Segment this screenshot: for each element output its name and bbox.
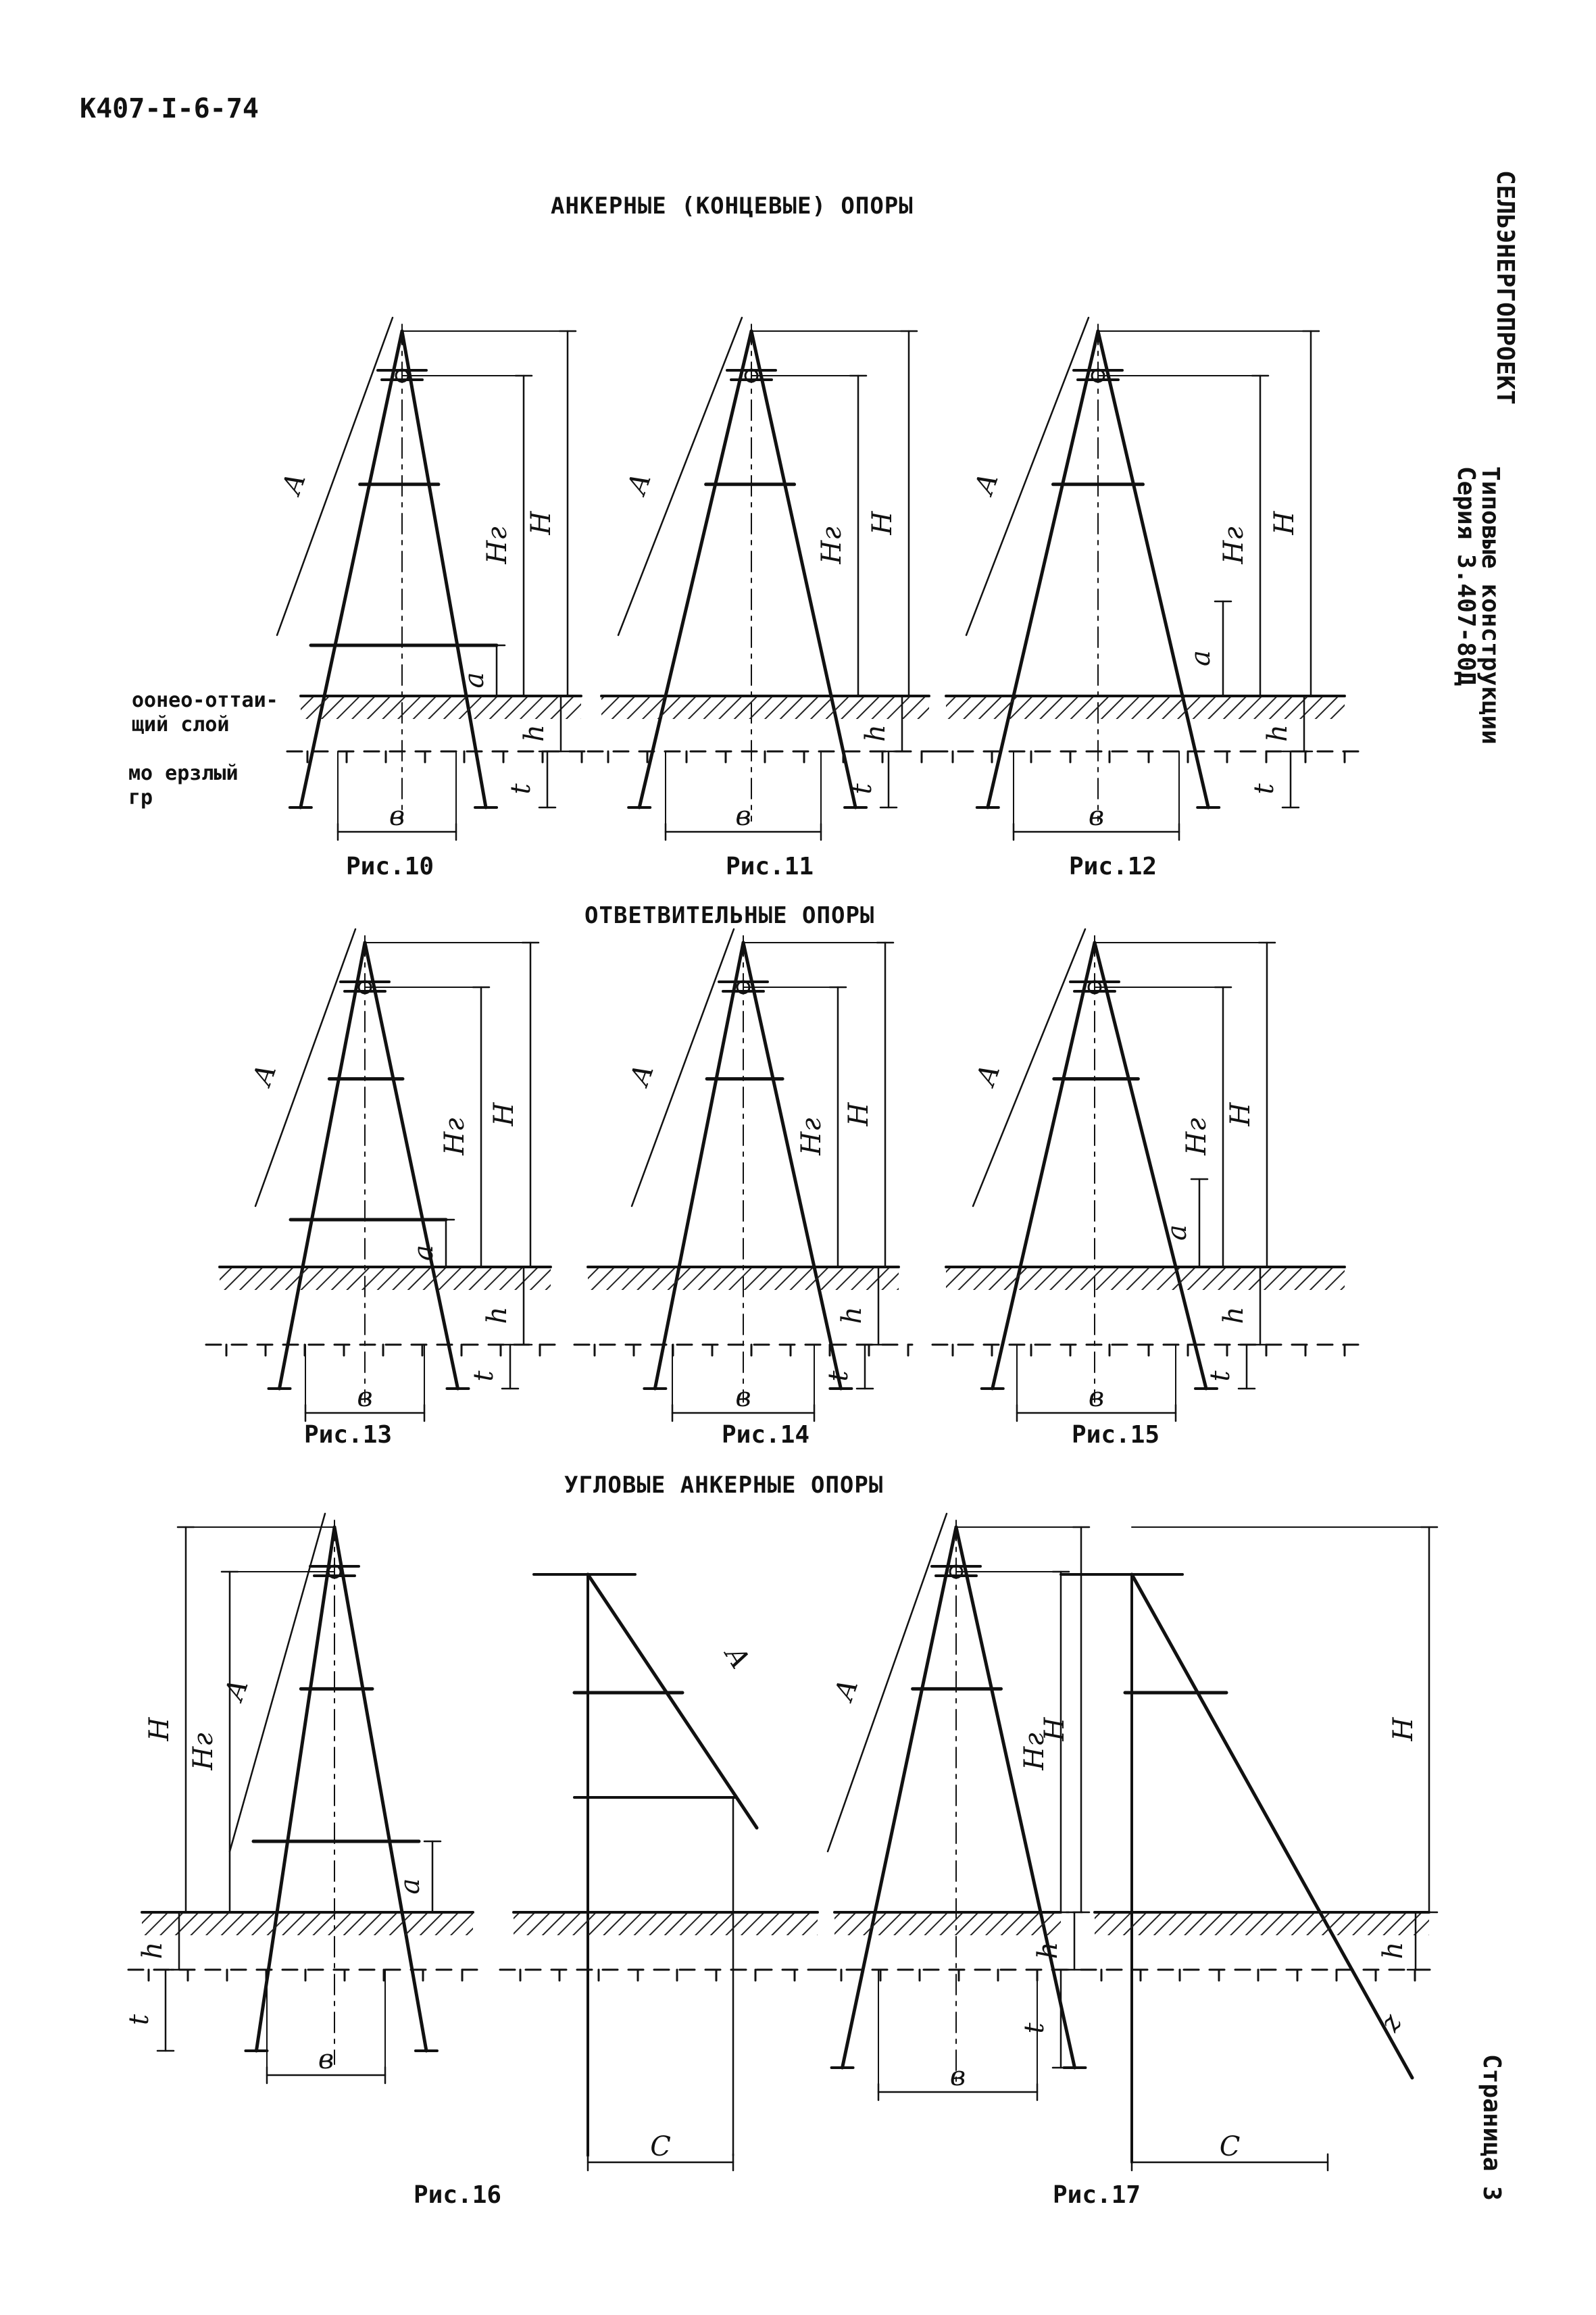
fig16-dim-Hg-label: Hг [188, 1733, 219, 1770]
fig11-dim-A-label: A [621, 469, 657, 498]
fig12-dim-t-label: t [1249, 783, 1280, 795]
fig16-ground-hatch [142, 1912, 473, 1935]
fig14-dim-h-label: h [837, 1306, 868, 1324]
fig14-dim-b-label: в [735, 1382, 751, 1413]
side-series-line2: Серия 3.407-80Д [1452, 466, 1480, 687]
figure-caption-17: Рис.17 [1053, 2181, 1141, 2209]
fig14-dim-Hg-label: Hг [796, 1118, 827, 1155]
section-title-branch: ОТВЕТВИТЕЛЬНЫЕ ОПОРЫ [584, 902, 875, 929]
fig12-dim-Hg-label: Hг [1218, 526, 1249, 564]
fig16-dim-h-label: h [137, 1941, 168, 1960]
fig14-ground-hatch [588, 1267, 899, 1290]
fig14-dim-A-label: A [624, 1060, 660, 1089]
fig11-dim-t-label: t [847, 783, 878, 795]
fig13-right-leg [365, 943, 458, 1389]
soil-label-thaw-1: оонео-оттаи- [132, 689, 278, 712]
fig15-dim-Hg-label: Hг [1181, 1118, 1212, 1155]
fig16-left-leg [256, 1527, 334, 2051]
fig17-dim-h2-label: h [1378, 1941, 1409, 1960]
fig17-dim-z-label: z [1374, 2008, 1408, 2037]
fig13-left-leg [280, 943, 366, 1389]
fig16-dim-c-label: С [650, 2131, 671, 2162]
fig16-right-ground-hatch [514, 1912, 818, 1935]
fig15-dim-a-label: a [1162, 1224, 1193, 1241]
fig10-dim-a-label: a [459, 672, 490, 689]
figure-caption-15: Рис.15 [1072, 1421, 1160, 1449]
section-title-corner-anchor: УГЛОВЫЕ АНКЕРНЫЕ ОПОРЫ [564, 1472, 884, 1499]
fig17-right-leg [956, 1527, 1074, 2068]
fig17-dim-A-label: A [828, 1675, 865, 1704]
fig10-ground-hatch [301, 696, 581, 719]
fig16-dim-b-label: в [318, 2044, 334, 2075]
fig12-left-leg [988, 331, 1098, 807]
fig16-dim-A2-label: A [718, 1641, 756, 1674]
fig12-right-leg [1098, 331, 1208, 807]
fig11-dim-Hg-label: Hг [816, 526, 847, 564]
soil-label-permafrost-2: гр [128, 786, 153, 810]
fig10-dim-A-label: A [276, 469, 312, 498]
fig10-dim-t-label: t [505, 783, 537, 795]
fig17-left-leg [843, 1527, 956, 2068]
fig10-left-leg [301, 331, 402, 807]
fig16-strut [588, 1574, 757, 1828]
fig12-dim-H-label: H [1269, 511, 1300, 535]
fig15-dim-H-label: H [1225, 1102, 1256, 1126]
fig17-dim-H2-label: H [1388, 1717, 1419, 1741]
fig13-dim-h-label: h [482, 1306, 513, 1324]
fig13-dim-H-label: H [489, 1102, 520, 1126]
fig11-right-leg [751, 331, 855, 807]
fig14-dim-H-label: H [843, 1102, 874, 1126]
fig16-dim-H-label: H [144, 1717, 175, 1741]
figure-caption-13: Рис.13 [304, 1421, 393, 1449]
fig15-dim-h-label: h [1218, 1306, 1249, 1324]
soil-label-permafrost-1: мо ерзлый [128, 762, 239, 785]
fig12-dim-A-label: A [968, 469, 1005, 498]
fig15-right-leg [1095, 943, 1206, 1389]
figure-caption-10: Рис.10 [346, 853, 434, 880]
fig13-dim-Hg-label: Hг [439, 1118, 470, 1155]
soil-label-thaw-2: щий слой [132, 713, 230, 737]
fig12-dim-h-label: h [1262, 724, 1293, 742]
fig10-right-leg [402, 331, 486, 807]
fig12-dim-b-label: в [1088, 801, 1105, 832]
side-series-line1: Типовые конструкции [1476, 466, 1504, 745]
fig15-left-leg [993, 943, 1095, 1389]
fig14-left-leg [655, 943, 743, 1389]
fig12-dim-a-label: a [1185, 650, 1216, 666]
fig16-right-leg [334, 1527, 426, 2051]
fig13-dim-b-label: в [357, 1382, 373, 1413]
fig15-ground-hatch [946, 1267, 1345, 1290]
side-page-number: Страница 3 [1478, 2054, 1505, 2201]
fig17-dim-c-label: С [1219, 2131, 1241, 2162]
fig15-dim-t-label: t [1205, 1370, 1236, 1382]
document-code: К407-I-6-74 [80, 93, 259, 124]
section-title-anchor-end: АНКЕРНЫЕ (КОНЦЕВЫЕ) ОПОРЫ [551, 193, 914, 220]
figure-caption-11: Рис.11 [726, 853, 814, 880]
fig11-dim-h-label: h [860, 724, 891, 742]
fig13-dim-a-label: a [408, 1245, 439, 1261]
fig17-dim-H-label: H [1039, 1717, 1070, 1741]
fig14-right-leg [743, 943, 841, 1389]
fig10-dim-h-label: h [519, 724, 550, 742]
fig14-dim-t-label: t [823, 1370, 854, 1382]
fig17-right-ground-hatch [1095, 1912, 1429, 1935]
fig11-dim-H-label: H [867, 511, 898, 535]
fig17-dim-b-label: в [949, 2061, 966, 2092]
fig11-left-leg [639, 331, 751, 807]
figure-caption-16: Рис.16 [414, 2181, 502, 2209]
fig15-dim-A-label: A [970, 1060, 1007, 1089]
fig17-dim-t-label: t [1019, 2022, 1050, 2034]
fig16-dim-t-label: t [124, 2014, 155, 2026]
figure-caption-14: Рис.14 [722, 1421, 810, 1449]
fig15-dim-b-label: в [1088, 1382, 1105, 1413]
fig16-dim-a-label: a [395, 1878, 426, 1895]
fig13-dim-A-label: A [247, 1060, 283, 1089]
fig10-dim-H-label: H [526, 511, 557, 535]
fig10-dim-Hg-label: Hг [482, 526, 513, 564]
fig11-dim-b-label: в [735, 801, 751, 832]
fig13-dim-t-label: t [468, 1370, 499, 1382]
fig10-dim-b-label: в [389, 801, 405, 832]
side-org-name: СЕЛЬЭНЕРГОПРОЕКТ [1491, 170, 1519, 405]
figure-caption-12: Рис.12 [1069, 853, 1157, 880]
fig17-dim-Hg-label: Hг [1019, 1733, 1050, 1770]
fig11-ground-hatch [601, 696, 929, 719]
fig17-strut [1132, 1574, 1412, 2078]
fig13-ground-hatch [220, 1267, 551, 1290]
fig17-ground-hatch [834, 1912, 1061, 1935]
fig17-dim-h-label: h [1032, 1941, 1064, 1960]
fig16-dim-A-label: A [218, 1675, 255, 1704]
fig12-ground-hatch [946, 696, 1345, 719]
